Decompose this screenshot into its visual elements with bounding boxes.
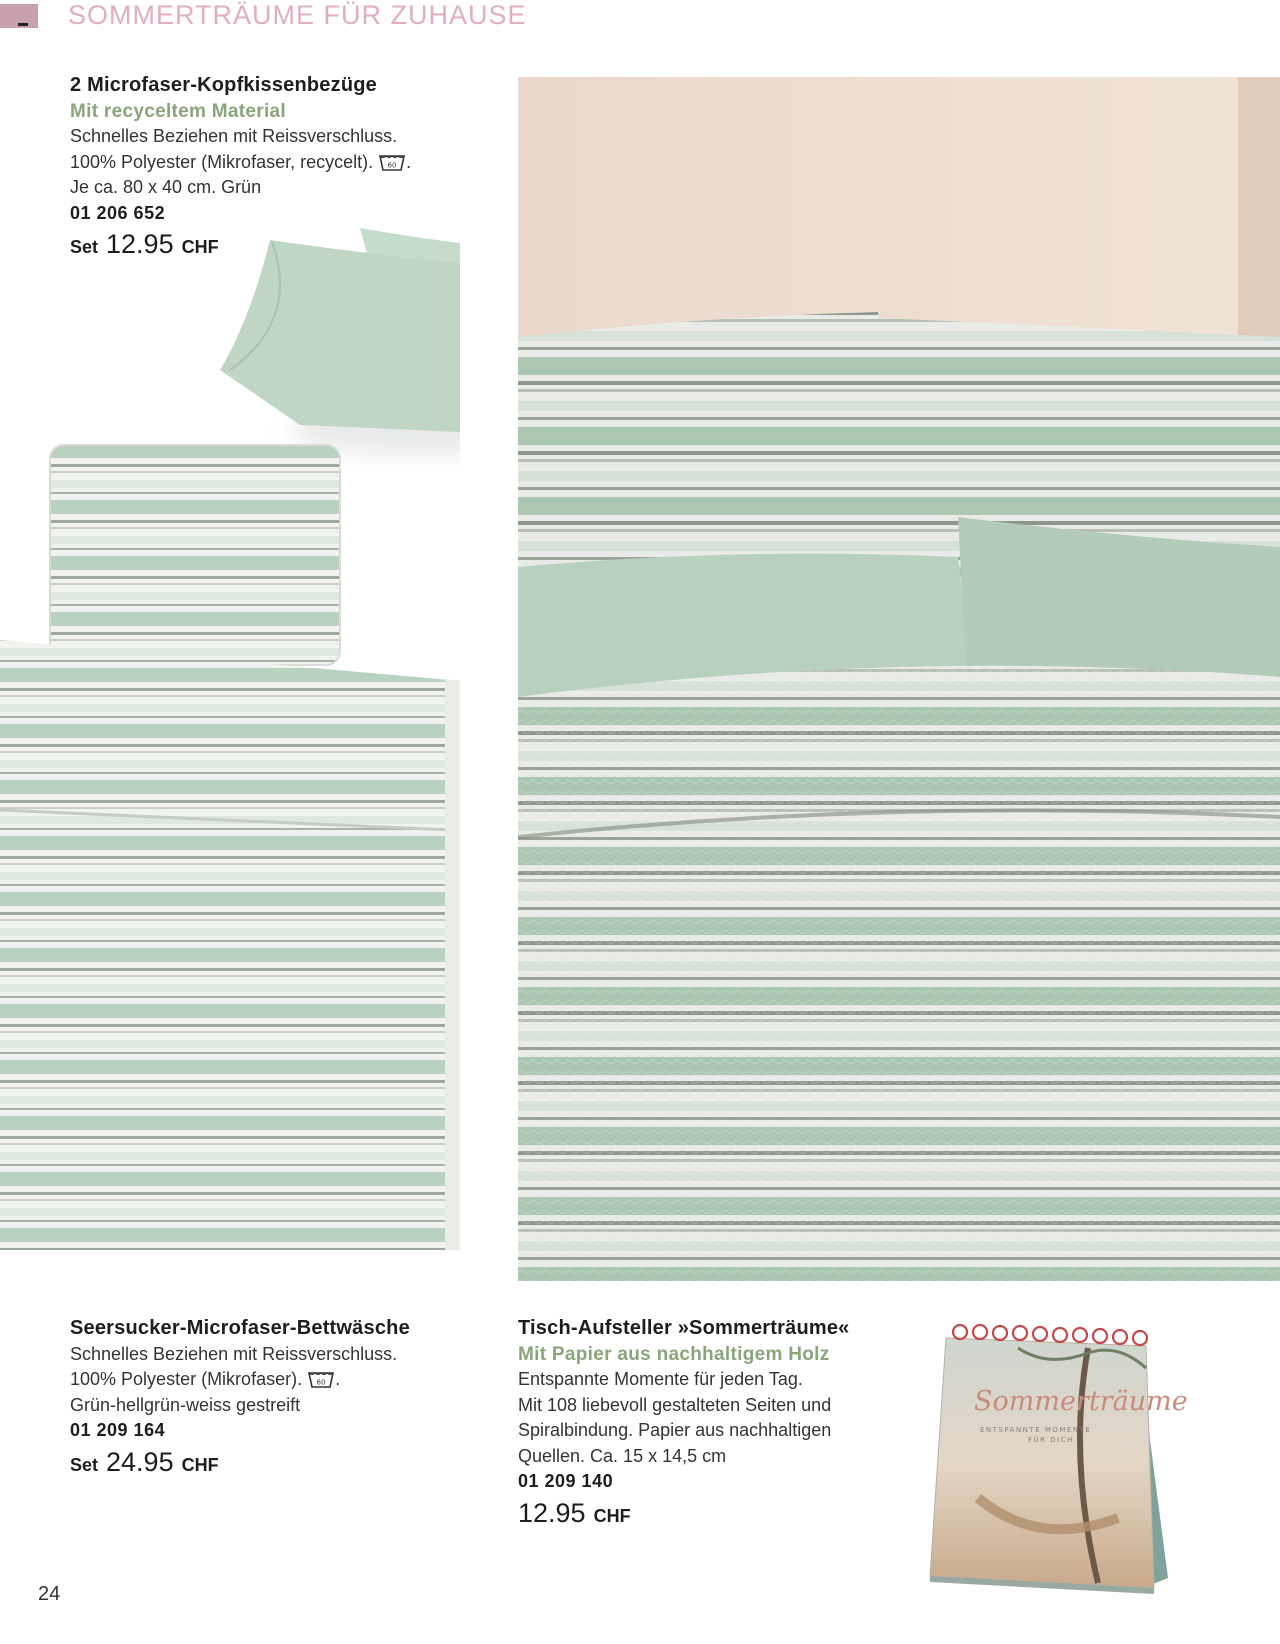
calendar-cover-subtitle-2: FÜR DICH [1028,1436,1074,1444]
price-value: 12.95 [106,229,174,259]
article-number: 01 209 140 [518,1471,614,1491]
calendar-illustration [918,1308,1188,1603]
price-prefix: Set [70,1454,99,1475]
product-description-line: Spiralbindung. Papier aus nachhaltigen [518,1420,832,1440]
material-text: 100% Polyester (Mikrofaser). [70,1369,303,1389]
calendar-cover-title: Sommerträume [974,1386,1188,1417]
header-color-tab [0,4,38,28]
bedroom-photo [518,77,1280,1281]
header-tab-mark [18,23,28,26]
material-text: 100% Polyester (Mikrofaser, recycelt). [70,151,374,172]
product-description-line: Mit 108 liebevoll gestalteten Seiten und [518,1394,832,1415]
product-description-line [70,1367,500,1393]
product-calendar [518,1316,898,1529]
bedding-illustration [0,220,460,1290]
material-suffix: . [335,1369,341,1389]
calendar-product-photo [918,1308,1188,1603]
page-number: 24 [38,1583,61,1605]
calendar-cover-subtitle: ENTSPANNTE MOMENTE [980,1426,1092,1434]
product-color: Grün-hellgrün-weiss gestreift [70,1394,301,1415]
product-title: 2 Microfaser-Kopfkissenbezüge [70,74,377,96]
bedroom-illustration [518,77,1280,1281]
price-row [518,1497,898,1530]
price-currency: CHF [181,1454,219,1475]
price-value: 12.95 [518,1497,586,1528]
page-header-title: SOMMERTRÄUME FÜR ZUHAUSE [68,0,527,30]
article-number: 01 209 164 [70,1420,166,1440]
bedding-product-photo [0,220,460,1290]
material-suffix: . [406,151,412,172]
product-subtitle: Mit Papier aus nachhaltigem Holz [518,1343,830,1365]
product-dimensions: Quellen. Ca. 15 x 14,5 cm [518,1445,727,1466]
product-title: Tisch-Aufsteller »Sommerträume« [518,1317,850,1339]
price-row [70,1446,500,1479]
product-description-line: Schnelles Beziehen mit Reissverschluss. [70,126,398,146]
price-currency: CHF [593,1505,631,1526]
price-value: 24.95 [106,1446,174,1477]
product-dimensions: Je ca. 80 x 40 cm. Grün [70,177,262,197]
wash-60-icon [307,1370,335,1390]
article-number: 01 206 652 [70,202,166,223]
product-description-line: Entspannte Momente für jeden Tag. [518,1369,803,1389]
wash-temperature: 60 [316,1378,326,1387]
wash-60-icon [378,153,406,173]
product-description-line [70,150,500,176]
wash-temperature: 60 [387,161,397,170]
price-prefix: Set [70,237,99,257]
product-description-line: Schnelles Beziehen mit Reissverschluss. [70,1343,398,1364]
product-bedding [70,1316,500,1478]
product-title: Seersucker-Microfaser-Bettwäsche [70,1317,410,1339]
product-subtitle: Mit recyceltem Material [70,100,286,122]
price-currency: CHF [181,237,219,257]
